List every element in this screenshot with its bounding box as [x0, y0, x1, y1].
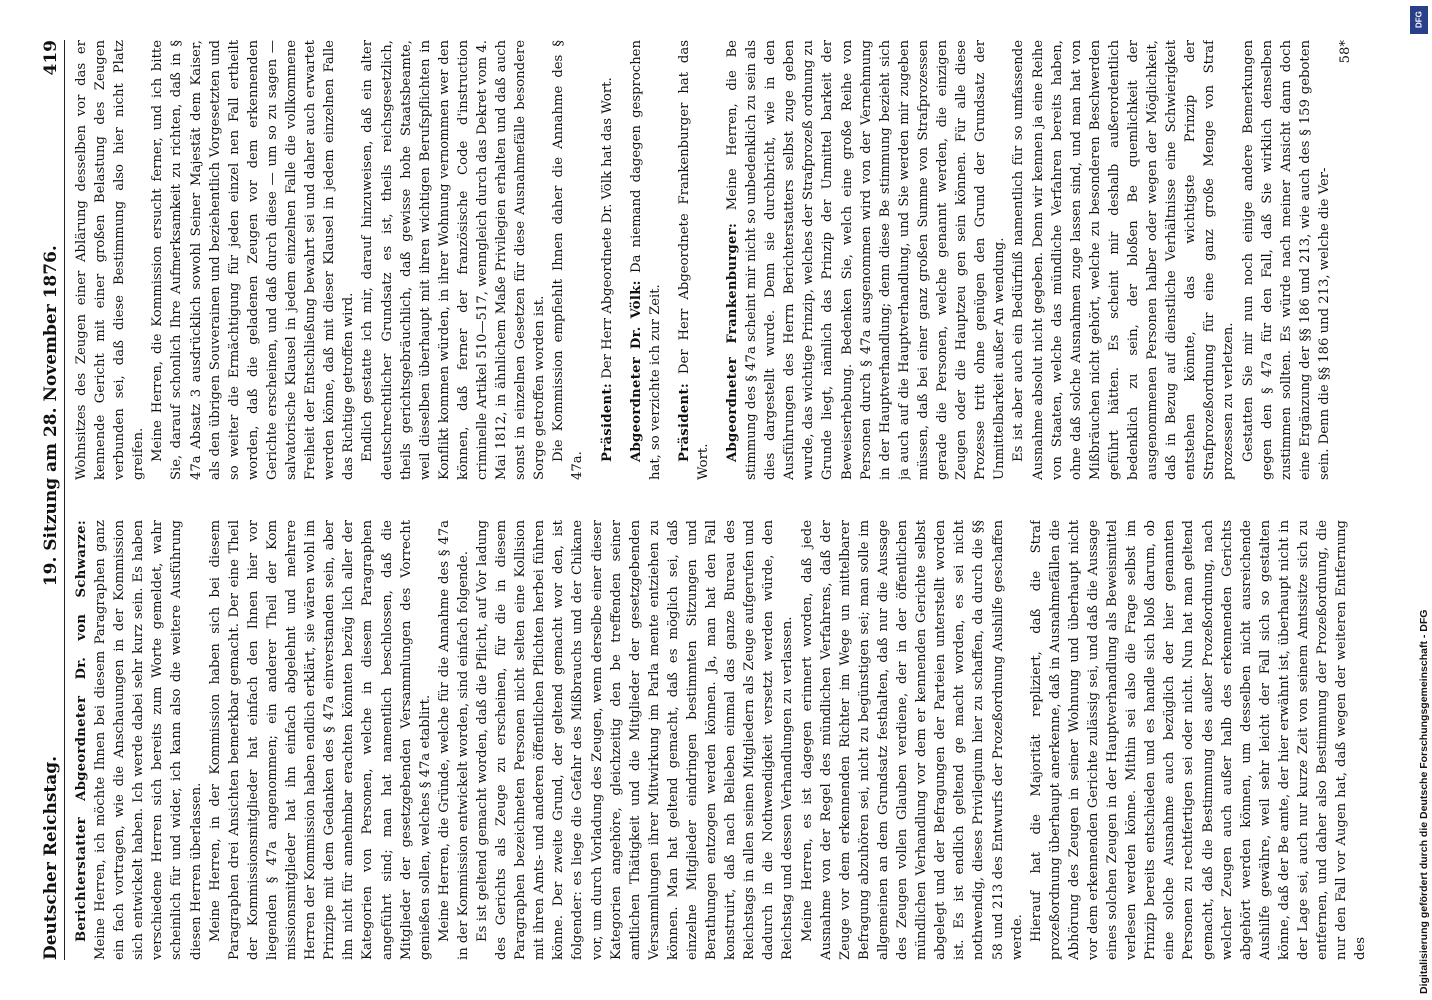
- paragraph-text: Meine Herren, die Kommission ersucht ferner, und ich bitte Sie, darauf schonlich Ihre Aufmerksamkeit zu richten, daß in § 47a Absatz 3 ausdrücklich sowohl Seiner Majestät dem Kaiser, als den übrigen Souverainen und beziehentlich Vorgesetzten und so weiter die Ermächtigung für jeden einzel nen Fall ertheilt worden, daß die geladenen Zeugen vor dem erkennenden Gerichte erscheinen, und daß durch diese — um so zu sagen — salvatorische Klausel in jedem einzelnen Falle die vollkommene Freiheit der Entschließung bewahrt sei und daher auch erwartet werden könne, daß mit dieser Klausel in jedem einzelnen Falle das Richtige getroffen wird.: [150, 40, 357, 480]
- dfg-logo-icon: DFG: [1410, 6, 1428, 34]
- paragraph: [358, 40, 549, 480]
- paragraph-text: Meine Herren, es ist dagegen erinnert worden, daß jede Ausnahme von der Regel des mündlichen Verfahrens, daß der Zeuge vor dem erkennenden Richter im Wege un mittelbarer Befragung abzuhören sei, nicht zu begünstigen sei; man solle im allgemeinen an dem Grundsatz festhalten, daß nur die Aussage des Zeugen vollen Glauben verdiene, der in der öffentlichen mündlichen Verhandlung vor dem er kennenden Gerichte selbst abgelegt und der Befragungen der Parteien unterstellt worden ist. Es ist endlich geltend ge macht worden, es sei nicht nothwendig, dieses Privilegium hier zu schaffen, da durch die §§ 58 und 213 des Entwurfs der Prozeßordnung Aushilfe geschaffen werde.: [799, 520, 1025, 960]
- left-column: [72, 520, 1392, 960]
- paragraph-text: Der Herr Abgeordnete Frankenburger hat das Wort.: [676, 40, 711, 480]
- paragraph: [72, 520, 206, 960]
- paragraph-text: Hierauf hat die Majorität repliziert, daß die Straf prozeßordnung überhaupt anerkenne, daß in Ausnahmefällen die Abhörung des Zeugen in seiner Wohnung und überhaupt nicht vor dem erkennenden Gerichte zulässig sei, und daß die Aussage eines solchen Zeugen in der Hauptverhandlung als Beweismittel verlesen werden könne. Mithin sei also die Frage selbst im Prinzip bereits entschieden und es handle sich bloß darum, ob eine solche Ausnahme auch bezüglich der hier genannten Personen zu rechtfertigen sei oder nicht. Nun hat man geltend gemacht, daß die Bestimmung des außer Prozeßordnung, nach welcher Zeugen auch außer halb des erkennenden Gerichts abgehört werden können, um desselben nicht ausreichende Aushilfe gewähre, weil sehr leicht der Fall sich so gestalten könne, daß der Be amte, der hier erwähnt ist, überhaupt nicht in der Lage sei, auch nur kurze Zeit von seinem Amtssitze sich zu entfernen, und daher also Bestimmung der Prozeßordnung, die nur den Fall vor Augen hat, daß wegen der weiteren Entfernung des: [1028, 520, 1369, 960]
- paragraph: [435, 520, 473, 960]
- speaker-name: Abgeordneter Dr. Völk:: [628, 280, 644, 462]
- paragraph-text: Wohnsitzes des Zeugen einer Ablärung desselben vor das er kennende Gericht mit einer großen Belastung des Zeugen verbunden sei, daß diese Bestimmung also hier nicht Platz greifen.: [74, 40, 147, 480]
- header-left: Deutscher Reichstag.: [41, 755, 61, 960]
- paragraph: [598, 40, 617, 480]
- header-center: 19. Sitzung am 28. November 1876.: [41, 245, 61, 587]
- paragraph-text: Gestatten Sie mir nun noch einige andere Bemerkungen gegen den § 47a für den Fall, daß Sie wirklich denselben zustimmen sollten. Es würde nach meiner Ansicht dann doch eine Ergänzung der §§ 186 und 213, wie auch des § 159 geboten sein. Denn die §§ 186 und 213, welche die Ver-: [1240, 40, 1332, 480]
- paragraph-text: Es ist geltend gemacht worden, daß die Pflicht, auf Vor ladung des Gerichts als Zeuge zu erscheinen, für die in diesem Paragraphen bezeichneten Personen nicht selten eine Kollision mit ihren Amts- und anderen öffentlichen Pflichten herbei führen könne. Der zweite Grund, der geltend gemacht wor den, ist folgender: es liege die Gefahr des Mißbrauchs und der Chikane vor, um durch Vorladung des Zeugen, wenn derselbe einer dieser Kategorien angehöre, gleichzeitig den be treffenden seiner amtlichen Thätigkeit und die Mitglieder der gesetzgebenden Versammlungen ihrer Mitwirkung im Parla mente entziehen zu können. Man hat geltend gemacht, daß es möglich sei, daß einzelne Mitglieder eindringen bestimmten Sitzungen und Berathungen entzogen werden können. Ja, man hat den Fall konstruirt, daß nach Belieben einmal das ganze Bureau des Reichstags in allen seinen Mitgliedern als Zeuge aufgerufen und dadurch in die Nothwendigkeit versetzt werden würde, den Reichstag und dessen Verhandlungen zu verlassen.: [474, 520, 796, 960]
- paragraph: [798, 520, 1027, 960]
- speaker-name: Präsident:: [676, 382, 692, 462]
- paragraph: [723, 40, 1009, 480]
- paragraph: [1239, 40, 1334, 480]
- paragraph: [549, 40, 587, 480]
- speaker-name: Abgeordneter Frankenburger:: [725, 222, 740, 462]
- paragraph-text: Endlich gestatte ich mir, darauf hinzuweisen, daß ein alter deutschrechtlicher Grundsatz es ist, theils reichsgesetzlich, theils gerichtsgebräuchlich, daß gewisse hohe Staatsbeamte, weil dieselben überhaupt mit ihren wichtigen Berufspflichten in Konflikt kommen würden, in ihrer Wohnung vernommen wer den können, daß ferner der französische Code d'instruction criminelle Artikel 510—517, wenngleich durch das Dekret vom 4. Mai 1812, in ähnlichem Maße Privilegien erhalten und daß auch sonst in einzelnen Gesetzen für diese Ausnahmefälle besondere Sorge getroffen worden ist.: [360, 40, 548, 480]
- paragraph: [627, 40, 665, 480]
- paragraph-text: Meine Herren, in der Kommission haben sich bei diesem Paragraphen drei Ansichten bemerkbar gemacht. Der eine Theil der Kommissionsmitglieder hat einfach den Ihnen hier vor liegenden § 47a angenommen; ein anderer Theil der Kom missionsmitglieder hat ihn einfach abgelehnt und mehrere Herren der Kommission haben endlich erklärt, sie wären wohl im Prinzipe mit dem Gedanken des § 47a einverstanden sein, aber ihn nicht für annehmbar erachten könnten bezüg lich aller der Kategorien von Personen, welche in diesem Paragraphen angeführt sind; man hat namentlich beschlossen, daß die Mitglieder der gesetzgebenden Versammlungen des Vorrecht genießen sollen, welches § 47a etablirt.: [207, 520, 433, 960]
- running-header: [35, 40, 65, 960]
- dfg-credit-text: Digitalisierung gefördert durch die Deutsche Forschungsgemeinschaft - DFG: [1418, 609, 1430, 994]
- paragraph: [473, 520, 798, 960]
- paragraph-text: Meine Herren, die Gründe, welche für die Annahme des § 47a in der Kommission entwickelt worden, sind einfach folgende.: [436, 520, 471, 960]
- speaker-name: Präsident:: [599, 382, 615, 462]
- paragraph: [72, 40, 148, 480]
- paragraph-text: Es ist aber auch ein Bedürfniß namentlich für so umfassende Ausnahme absolut nicht gegeben. Denn wir kennen ja eine Reihe von Staaten, welche das mündliche Verfahren bereits haben, ohne daß solche Ausnahmen zuge lassen sind, und man hat von Mißbräuchen nicht gehört, welche zu besonderen Beschwerden geführt hätten. Es scheint mir deshalb außerordentlich bedenklich zu sein, der bloßen Be quemlichkeit der ausgenommenen Personen halber oder wegen der Möglichkeit, daß in Bezug auf dienstliche Verhältnisse eine Schwierigkeit entstehen könnte, das wichtigste Prinzip der Strafprozeßordnung für eine ganz große Menge von Straf prozessen zu verletzen.: [1011, 40, 1237, 480]
- paragraph-text: Da niemand dagegen gesprochen hat, so verzichte ich zur Zeit.: [628, 40, 663, 480]
- paragraph-text: Meine Herren, ich möchte Ihnen bei diesem Paragraphen ganz ein fach vortragen, wie die Anschauungen in der Kommission sich entwickelt haben. Ich werde dabei sehr kurz sein. Es haben verschiedene Herren sich bereits zum Worte gemeldet, wahr scheinlich für und wider, ich kann also die weitere Ausführung diesen Herren überlassen.: [93, 520, 204, 960]
- paragraph-text: Der Herr Abgeordnete Dr. Völk hat das Wort.: [599, 77, 615, 379]
- paragraph: [148, 40, 358, 480]
- paragraph-text: Die Kommission empfiehlt Ihnen daher die Annahme des § 47a.: [551, 40, 586, 480]
- paragraph: [1009, 40, 1238, 480]
- page-number: 419: [41, 40, 61, 76]
- right-column: [72, 40, 1392, 480]
- paragraph: [675, 40, 713, 480]
- signature-mark: 58*: [1338, 40, 1353, 64]
- paragraph-text: Meine Herren, die Be stimmung des § 47a scheint mir nicht so unbedenklich zu sein als dies dargestellt wurde. Denn sie durchbricht, wie in den Ausführungen des Herrn Berichterstatters selbst zuge geben wurde, das wichtige Prinzip, welches der Strafprozeß ordnung zu Grunde liegt, nämlich das Prinzip der Unmittel barkeit der Beweiserhebung. Bedenken Sie, welch eine große Reihe von Personen durch § 47a ausgenommen wird von der Vernehmung in der Hauptverhandlung; denn diese Be stimmung bezieht sich ja auch auf die Hauptverhandlung, und Sie werden mir zugeben müssen, daß bei einer ganz großen Summe von Strafprozessen gerade die Personen, welche genannt werden, die einzigen Zeugen oder die Hauptzeu gen sein können. Für alle diese Prozesse tritt ohne genügen den Grund der Grundsatz der Unmittelbarkeit außer An wendung.: [725, 40, 1008, 480]
- speaker-name: Berichterstatter Abgeordneter Dr. von Schwarze:: [74, 520, 89, 942]
- paragraph: [1027, 520, 1371, 960]
- paragraph: [206, 520, 435, 960]
